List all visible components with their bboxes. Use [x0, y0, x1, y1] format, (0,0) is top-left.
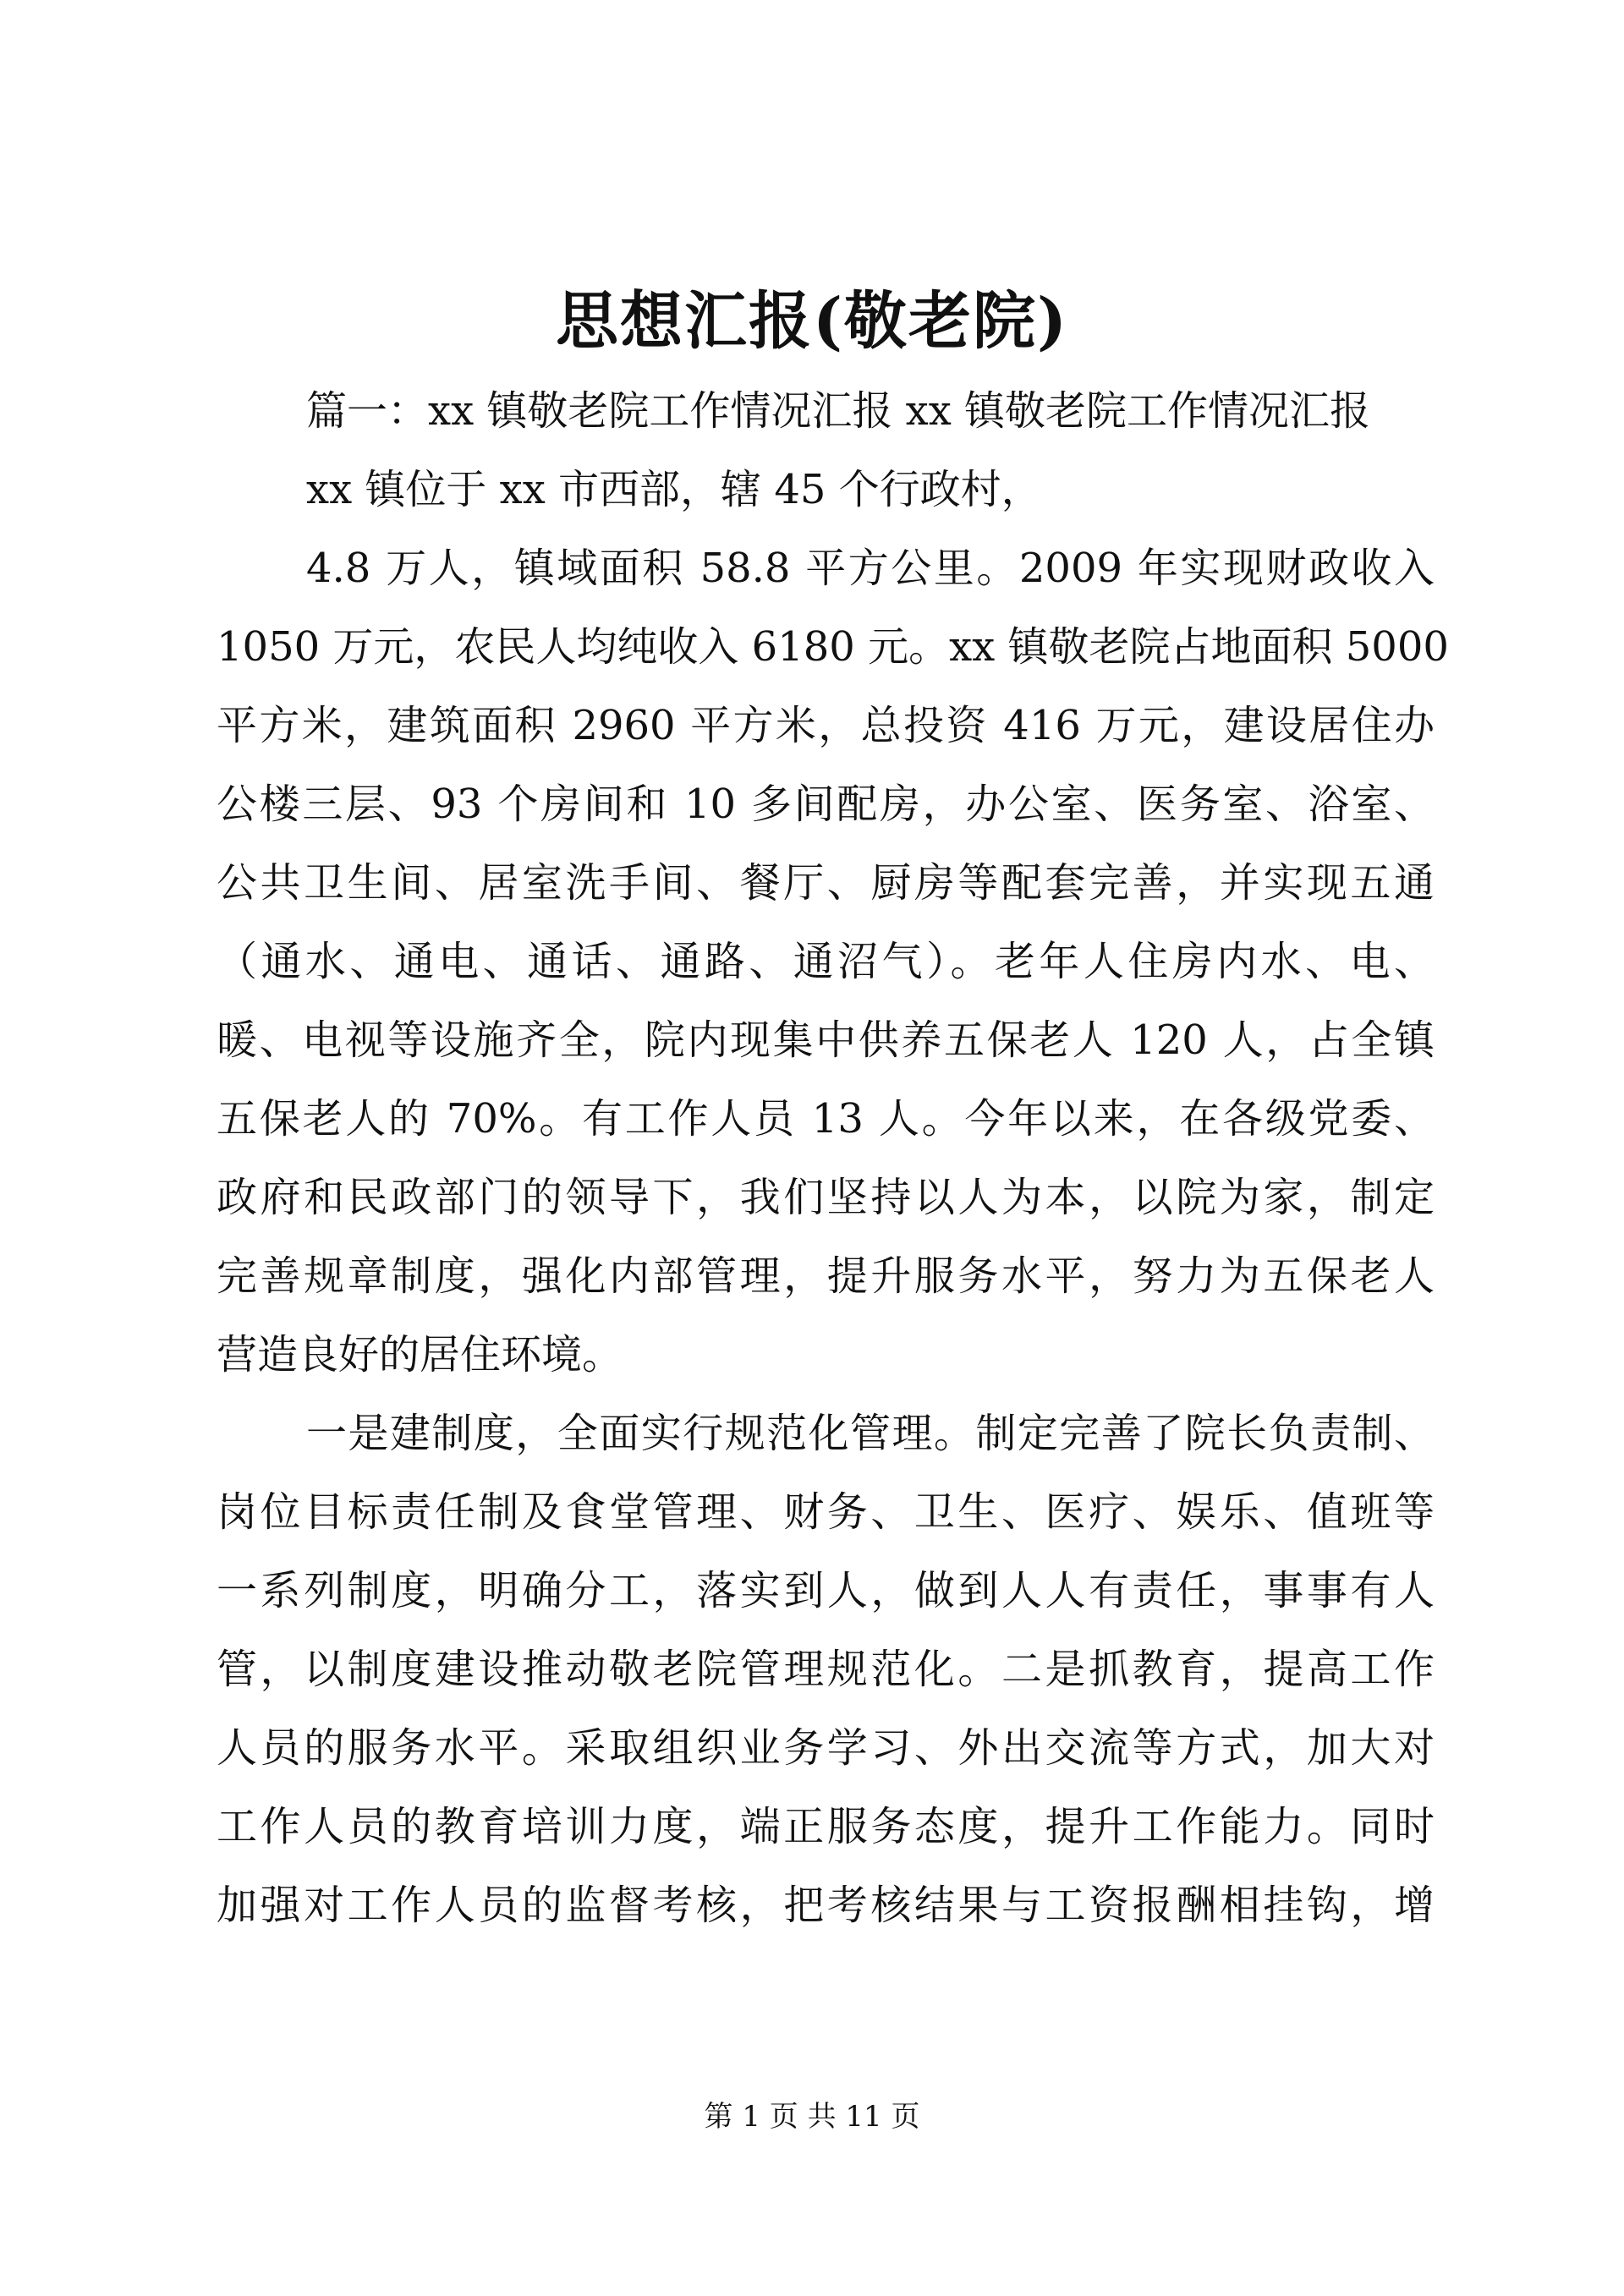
text-line: 平方米，建筑面积 2960 平方米，总投资 416 万元，建设居住办: [217, 702, 1435, 749]
text-line: 4.8 万人，镇域面积 58.8 平方公里。2009 年实现财政收入: [306, 545, 1435, 592]
text-line: （通水、通电、通话、通路、通沼气）。老年人住房内水、电、: [217, 938, 1435, 985]
text-line: 五保老人的 70%。有工作人员 13 人。今年以来，在各级党委、: [217, 1095, 1435, 1143]
page-title: 思想汇报(敬老院): [555, 285, 1069, 358]
text-line: 一系列制度，明确分工，落实到人，做到人人有责任，事事有人: [217, 1567, 1435, 1614]
document-body: [217, 372, 1449, 1945]
text-line: 篇一：xx 镇敬老院工作情况汇报 xx 镇敬老院工作情况汇报: [306, 387, 1371, 435]
text-line: 营造良好的居住环境。: [217, 1331, 623, 1378]
text-line: 公楼三层、93 个房间和 10 多间配房，办公室、医务室、浴室、: [217, 781, 1435, 828]
text-line: 岗位目标责任制及食堂管理、财务、卫生、医疗、娱乐、值班等: [217, 1488, 1435, 1536]
text-line: 政府和民政部门的领导下，我们坚持以人为本，以院为家，制定: [217, 1174, 1435, 1221]
page-footer: 第 1 页 共 11 页: [704, 2100, 920, 2134]
text-line: 完善规章制度，强化内部管理，提升服务水平，努力为五保老人: [217, 1252, 1435, 1300]
text-line: 暖、电视等设施齐全，院内现集中供养五保老人 120 人，占全镇: [217, 1016, 1435, 1064]
text-line: 一是建制度，全面实行规范化管理。制定完善了院长负责制、: [306, 1410, 1435, 1457]
text-line: 1050 万元，农民人均纯收入 6180 元。xx 镇敬老院占地面积 5000: [217, 623, 1449, 671]
text-line: 加强对工作人员的监督考核，把考核结果与工资报酬相挂钩，增: [217, 1882, 1435, 1929]
text-line: 人员的服务水平。采取组织业务学习、外出交流等方式，加大对: [217, 1724, 1435, 1772]
text-line: 公共卫生间、居室洗手间、餐厅、厨房等配套完善，并实现五通: [217, 859, 1435, 907]
text-line: 管，以制度建设推动敬老院管理规范化。二是抓教育，提高工作: [217, 1646, 1435, 1693]
text-line: xx 镇位于 xx 市西部，辖 45 个行政村，: [306, 466, 1042, 513]
text-line: 工作人员的教育培训力度，端正服务态度，提升工作能力。同时: [217, 1803, 1435, 1850]
